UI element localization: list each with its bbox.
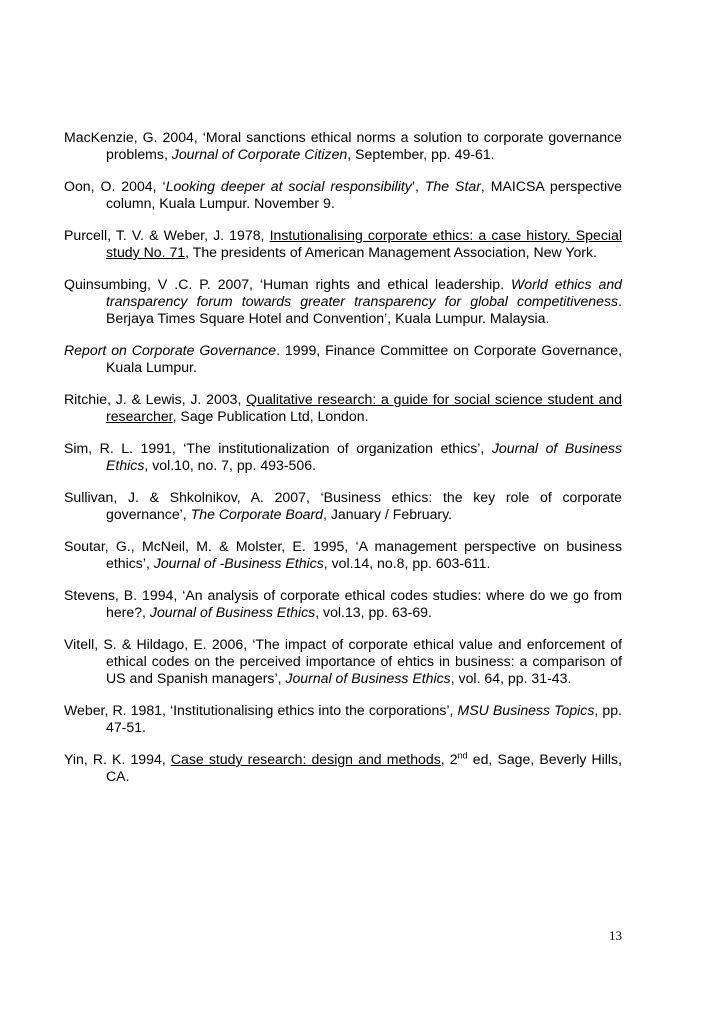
reference-text: Purcell, T. V. & Weber, J. 1978, [64, 227, 270, 243]
reference-entry [64, 440, 622, 474]
reference-entry [64, 391, 622, 425]
reference-text: Quinsumbing, V .C. P. 2007, ‘Human rights and ethical leadership. [64, 276, 511, 292]
reference-text: Weber, R. 1981, ‘Institutionalising ethics into the corporations’, [64, 702, 458, 718]
italic-title: Report on Corporate Governance [64, 342, 277, 358]
reference-text: Ritchie, J. & Lewis, J. 2003, [64, 391, 247, 407]
italic-title: Journal of Business Ethics [149, 604, 316, 620]
reference-text: Vitell, S. & Hildago, E. 2006, ‘The impact of corporate ethical value and enforcement of ethical codes on the perceived importance of ehtics in business: a comparison of US and Spanish managers’, [64, 636, 622, 686]
italic-title: Journal of Business Ethics [106, 440, 622, 473]
italic-title: The Corporate Board [190, 506, 324, 522]
italic-title: Journal of Corporate Citizen [171, 146, 348, 162]
reference-text: , pp. 47-51. [106, 702, 622, 735]
reference-text: , 2 [440, 751, 458, 767]
reference-text: MacKenzie, G. 2004, ‘Moral sanctions ethical norms a solution to corporate governance problems, [64, 129, 622, 162]
reference-text: Sullivan, J. & Shkolnikov, A. 2007, ‘Business ethics: the key role of corporate governance’, [64, 489, 622, 522]
reference-entry [64, 636, 622, 687]
reference-text: , vol.10, no. 7, pp. 493-506. [144, 457, 316, 473]
reference-text: ’, [411, 178, 425, 194]
reference-text: , September, pp. 49-61. [347, 146, 495, 162]
underlined-title: Case study research: design and methods [170, 751, 441, 767]
reference-text: Sim, R. L. 1991, ‘The institutionalization of organization ethics’, [64, 440, 492, 456]
reference-entry [64, 702, 622, 736]
page-number: 13 [609, 928, 622, 943]
reference-text: , vol. 64, pp. 31-43. [450, 670, 572, 686]
reference-text: Soutar, G., McNeil, M. & Molster, E. 1995, ‘A management perspective on business ethics’, [64, 538, 622, 571]
reference-entry [64, 178, 622, 212]
reference-entry [64, 489, 622, 523]
italic-title: Journal of Business Ethics [285, 670, 451, 686]
reference-text: , The presidents of American Management Association, New York. [185, 244, 597, 260]
reference-entry [64, 751, 622, 785]
reference-text: . 1999, Finance Committee on Corporate Governance, Kuala Lumpur. [106, 342, 622, 375]
reference-list [64, 129, 622, 800]
italic-title: The Star [424, 178, 481, 194]
reference-text: . Berjaya Times Square Hotel and Convention’, Kuala Lumpur. Malaysia. [106, 293, 622, 326]
reference-text: , vol.13, pp. 63-69. [315, 604, 432, 620]
reference-entry [64, 587, 622, 621]
reference-entry [64, 342, 622, 376]
superscript: nd [457, 750, 468, 761]
reference-text: , MAICSA perspective column, Kuala Lumpur. November 9. [106, 178, 622, 211]
reference-entry [64, 276, 622, 327]
reference-text: ed, Sage, Beverly Hills, CA. [106, 751, 622, 784]
reference-entry [64, 129, 622, 163]
italic-title: World ethics and transparency forum towards greater transparency for global competitiveness [106, 276, 623, 309]
reference-text: , January / February. [323, 506, 453, 522]
italic-title: Looking deeper at social responsibility [165, 178, 412, 194]
reference-text: Stevens, B. 1994, ‘An analysis of corporate ethical codes studies: where do we go from here?, [64, 587, 622, 620]
reference-entry [64, 538, 622, 572]
underlined-title: Qualitative research: a guide for social science student and researcher [106, 391, 622, 424]
underlined-title: Instutionalising corporate ethics: a case history. Special study No. 71 [106, 227, 622, 260]
italic-title: Journal of -Business Ethics [153, 555, 324, 571]
reference-text: , vol.14, no.8, pp. 603-611. [323, 555, 491, 571]
italic-title: MSU Business Topics [457, 702, 595, 718]
reference-text: , Sage Publication Ltd, London. [172, 408, 369, 424]
reference-text: Yin, R. K. 1994, [64, 751, 171, 767]
reference-entry [64, 227, 622, 261]
reference-text: Oon, O. 2004, ‘ [64, 178, 166, 194]
